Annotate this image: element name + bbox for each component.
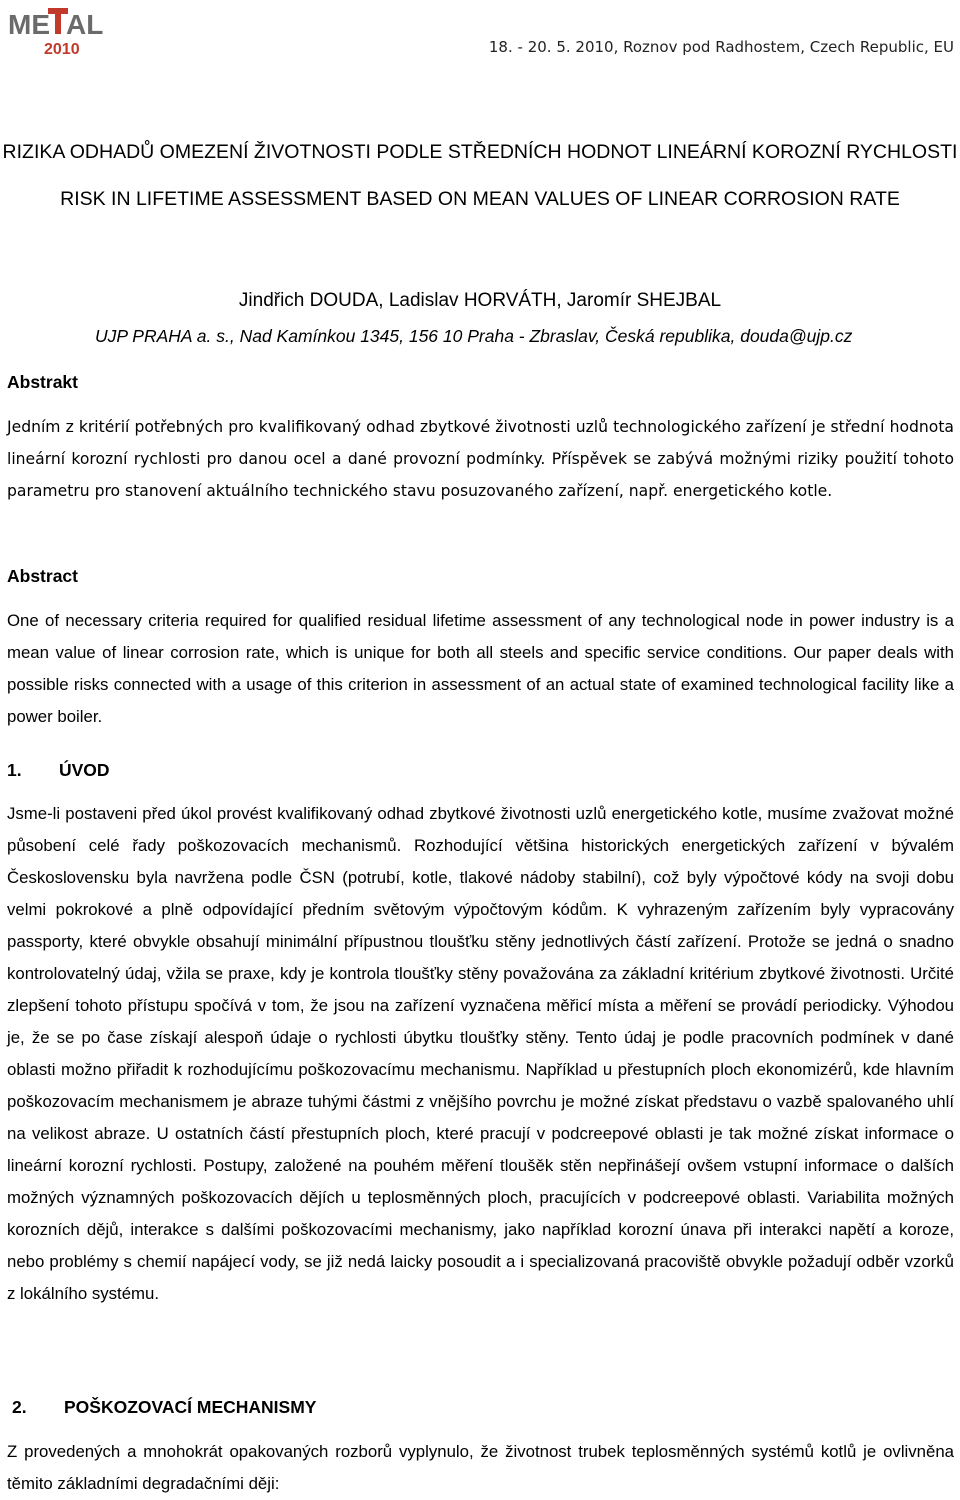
abstrakt-heading: Abstrakt [7, 372, 78, 392]
abstract-heading: Abstract [7, 566, 78, 586]
section-2-heading [12, 1397, 316, 1418]
title-czech: RIZIKA ODHADŮ OMEZENÍ ŽIVOTNOSTI PODLE STŘEDNÍCH HODNOT LINEÁRNÍ KOROZNÍ RYCHLOSTI [2, 141, 958, 163]
conference-info: 18. - 20. 5. 2010, Roznov pod Radhostem, Czech Republic, EU [488, 38, 954, 56]
section-2-number: 2. [12, 1397, 27, 1417]
title-english: RISK IN LIFETIME ASSESSMENT BASED ON MEAN VALUES OF LINEAR CORROSION RATE [60, 188, 900, 210]
svg-text:2010: 2010 [44, 41, 80, 58]
section-1-text: Jsme-li postaveni před úkol provést kvalifikovaný odhad zbytkové životnosti uzlů energetického kotle, musíme zvažovat možné působení celé řady poškozovacích mechanismů. Rozhodující většina historických energetických zařízení v bývalém Československu byla navržena podle ČSN (potrubí, kotle, tlakové nádoby stabilní), což byly výpočtové kódy na svoji dobu velmi pokrokové a plně odpovídající předním světovým výpočtovým kódům. K vyhrazeným zařízením byly vypracovány passporty, které obvykle obsahují minimální přípustnou tloušťku stěny jednotlivých částí zařízení. Protože se jedná o snadno kontrolovatelný údaj, vžila se praxe, kdy je kontrola tloušťky stěny považována za základní kritérium zbytkové životnosti. Určité zlepšení tohoto přístupu spočívá v tom, že jsou na zařízení vyznačena měřicí místa a měření se provádí periodicky. Výhodou je, že se po čase získají alespoň údaje o rychlosti úbytku tloušťky stěny. Tento údaj je podle pracovních podmínek v dané oblasti možno přiřadit k rozhodujícímu poškozovacímu mechanismu. Například u přestupních ploch ekonomizérů, kde hlavním poškozovacím mechanismem je abraze tuhými částmi z vnějšího povrchu je možné získat představu o vazbě spalovaného uhlí na velikost abraze. U ostatních částí přestupních ploch, které pracují v podcreepové oblasti je tak možné získat informace o lineární korozní rychlosti. Postupy, založené na pouhém měření tloušěk stěn nepřinášejí ovšem vstupní informace o dalších možných významných poškozovacích dějích u teplosměnných ploch, pracujících v podcreepové oblasti. Variabilita možných korozních dějů, interakce s dalšími poškozovacími mechanismy, jako například korozní únava při interakci napětí a koroze, nebo problémy s chemií napájecí vody, se již nedá laicky posoudit a i specializovaná pracoviště obvykle požadují odběr vzorků z lokálního systému. [7, 804, 954, 1303]
affiliation: UJP PRAHA a. s., Nad Kamínkou 1345, 156 10 Praha - Zbraslav, Česká republika, douda@ujp.cz [95, 326, 853, 346]
svg-text:ME: ME [8, 9, 50, 40]
svg-text:AL: AL [66, 9, 104, 40]
section-1-heading [7, 760, 110, 781]
abstract-text: One of necessary criteria required for qualified residual lifetime assessment of any technological node in power industry is a mean value of linear corrosion rate, which is unique for both all steels and specific service conditions. Our paper deals with possible risks connected with a usage of this criterion in assessment of an actual state of examined technological facility like a power boiler. [7, 611, 954, 726]
title-block [0, 140, 960, 211]
section-1-title: ÚVOD [59, 760, 110, 780]
section-2-title: POŠKOZOVACÍ MECHANISMY [64, 1397, 317, 1417]
section-1-number: 1. [7, 760, 22, 780]
logo-graphic [8, 6, 120, 58]
abstrakt-text: Jedním z kritérií potřebných pro kvalifikovaný odhad zbytkové životnosti uzlů technologického zařízení je střední hodnota lineární korozní rychlosti pro danou ocel a dané provozní podmínky. Příspěvek se zabývá možnými riziky použití tohoto parametru pro stanovení aktuálního technického stavu posuzovaného zařízení, např. energetického kotle. [7, 418, 954, 500]
authors: Jindřich DOUDA, Ladislav HORVÁTH, Jaromír SHEJBAL [238, 290, 722, 311]
section-2-text: Z provedených a mnohokrát opakovaných rozborů vyplynulo, že životnost trubek teplosměnných systémů kotlů je ovlivněna těmito základními degradačními ději: [7, 1442, 954, 1493]
metal-2010-logo [8, 6, 120, 58]
